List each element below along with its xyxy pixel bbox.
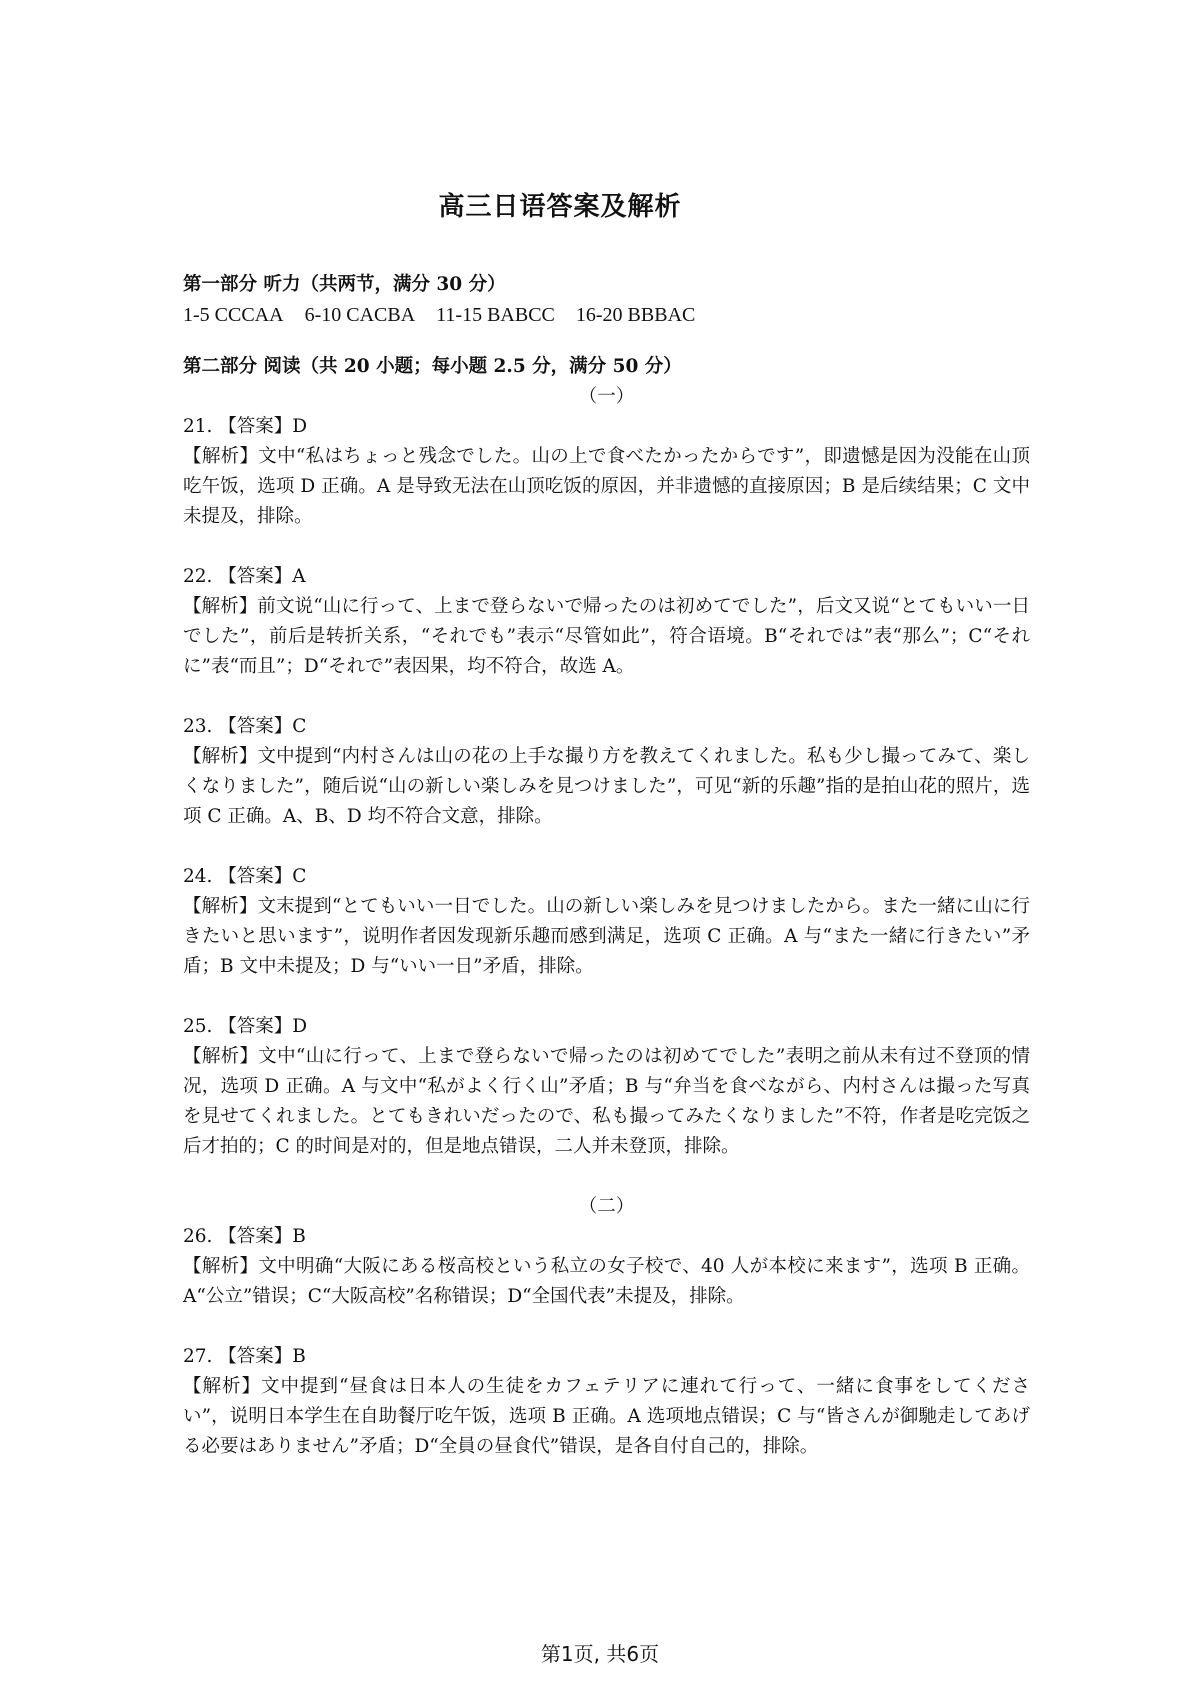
answer-group: 6-10 CACBA — [304, 304, 416, 326]
question-answer: 26. 【答案】B — [183, 1226, 306, 1247]
question-block-22 — [183, 562, 1030, 682]
question-explanation: 【解析】文中“山に行って、上まで登らないで帰ったのは初めてでした”表明之前从未有过不登顶的情况，选项 D 正确。A 与文中“私がよく行く山”矛盾；B 与“弁当を食べながら、内村さんは撮った写真を見せてくれました。とてもきれいだったので、私も撮ってみたくなりました”不符，作者是吃完饭之后才拍的；C 的时间是对的，但是地点错误，二人并未登顶，排除。 — [183, 1046, 1030, 1157]
question-explanation: 【解析】文中明确“大阪にある桜高校という私立の女子校で、40 人が本校に来ます”，选项 B 正确。A“公立”错误；C“大阪高校”名称错误；D“全国代表”未提及，排除。 — [183, 1256, 1030, 1307]
answer-group: 1-5 CCCAA — [183, 304, 284, 326]
question-explanation: 【解析】前文说“山に行って、上まで登らないで帰ったのは初めてでした”，后文又说“とてもいい一日でした”，前后是转折关系，“それでも”表示“尽管如此”，符合语境。B“それでは”表“那么”；C“それに”表“而且”；D“それで”表因果，均不符合，故选 A。 — [183, 596, 1030, 677]
question-answer: 21. 【答案】D — [183, 416, 308, 437]
page-footer: 第1页, 共6页 — [540, 1642, 660, 1666]
question-answer: 23. 【答案】C — [183, 716, 307, 737]
part1-heading: 第一部分 听力（共两节，满分 30 分） — [183, 274, 506, 295]
document-title: 高三日语答案及解析 — [438, 192, 682, 222]
question-answer: 24. 【答案】C — [183, 866, 307, 887]
answer-group: 11-15 BABCC — [436, 304, 555, 326]
question-explanation: 【解析】文中“私はちょっと残念でした。山の上で食べたかったからです”，即遗憾是因为没能在山顶吃午饭，选项 D 正确。A 是导致无法在山顶吃饭的原因，并非遗憾的直接原因；B 是后续结果；C 文中未提及，排除。 — [183, 446, 1030, 527]
question-block-21 — [183, 412, 1030, 532]
question-block-27 — [183, 1342, 1030, 1462]
question-block-23 — [183, 712, 1030, 832]
question-explanation: 【解析】文中提到“内村さんは山の花の上手な撮り方を教えてくれました。私も少し撮ってみて、楽しくなりました”，随后说“山の新しい楽しみを見つけました”，可见“新的乐趣”指的是拍山花的照片，选项 C 正确。A、B、D 均不符合文意，排除。 — [183, 746, 1030, 827]
section-label-2: （二） — [578, 1196, 635, 1217]
question-block-25 — [183, 1012, 1030, 1162]
answer-group: 16-20 BBBAC — [575, 304, 696, 326]
question-answer: 22. 【答案】A — [183, 566, 306, 587]
question-explanation: 【解析】文中提到“昼食は日本人の生徒をカフェテリアに連れて行って、一緒に食事をしてください”，说明日本学生在自助餐厅吃午饭，选项 B 正确。A 选项地点错误；C 与“皆さんが御馳走してあげる必要はありません”矛盾；D“全員の昼食代”错误，是各自付自己的，排除。 — [183, 1376, 1030, 1457]
question-block-26 — [183, 1222, 1030, 1312]
document-content — [183, 270, 1030, 1462]
question-answer: 27. 【答案】B — [183, 1346, 306, 1367]
part1-answers — [183, 300, 1030, 330]
part2-heading: 第二部分 阅读（共 20 小题；每小题 2.5 分，满分 50 分） — [183, 356, 682, 377]
question-block-24 — [183, 862, 1030, 982]
section-label-1: （一） — [578, 386, 635, 407]
question-explanation: 【解析】文末提到“とてもいい一日でした。山の新しい楽しみを見つけましたから。また一緒に山に行きたいと思います”，说明作者因发现新乐趣而感到满足，选项 C 正确。A 与“また一緒に行きたい”矛盾；B 文中未提及；D 与“いい一日”矛盾，排除。 — [183, 896, 1030, 977]
question-answer: 25. 【答案】D — [183, 1016, 308, 1037]
